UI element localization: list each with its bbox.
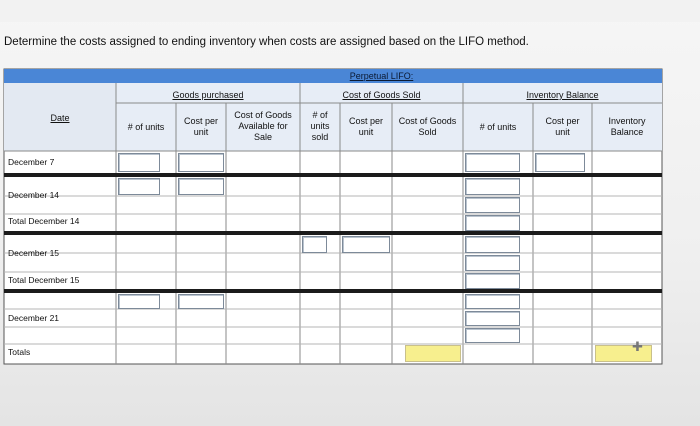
row-label-december-15: December 15	[8, 248, 60, 258]
dec21-purchase-units-input[interactable]	[118, 294, 160, 309]
date-header: Date	[50, 113, 70, 123]
cs-cogs-line1: Cost of Goods	[398, 116, 457, 126]
gp-available-line2: Available for	[238, 121, 288, 131]
instruction-text: Determine the costs assigned to ending inventory when costs are assigned based on the LIFO method.	[4, 36, 529, 48]
gp-cost-header	[176, 116, 226, 138]
dec7-balance-units-input[interactable]	[465, 153, 520, 172]
cs-units-line3: sold	[311, 132, 329, 142]
row-label-december-7: December 7	[8, 157, 55, 167]
row-label-totals: Totals	[8, 347, 31, 357]
dec21-balance-units-input-2[interactable]	[465, 311, 520, 326]
dec21-purchase-cost-input[interactable]	[178, 294, 224, 309]
gp-available-line1: Cost of Goods	[234, 110, 292, 120]
dec14-balance-units-input-1[interactable]	[465, 178, 520, 195]
dec7-purchase-cost-input[interactable]	[178, 153, 224, 172]
gp-cost-line1: Cost per	[183, 116, 218, 126]
ib-balance-line2: Balance	[610, 127, 644, 137]
dec14-balance-units-input-3[interactable]	[465, 215, 520, 231]
dec15-balance-units-input-3[interactable]	[465, 273, 520, 289]
ib-cost-line2: unit	[555, 127, 570, 137]
dec7-balance-cost-input[interactable]	[535, 153, 585, 172]
gp-cost-line2: unit	[193, 127, 209, 137]
ib-cost-header	[533, 116, 592, 138]
row-label-december-21: December 21	[8, 313, 60, 323]
cs-cogs-header	[392, 116, 463, 138]
dec15-balance-units-input-2[interactable]	[465, 255, 520, 271]
cs-units-line1: # of	[312, 110, 328, 120]
ib-units-header: # of units	[479, 122, 517, 132]
goods-purchased-header: Goods purchased	[172, 90, 244, 100]
dec15-sold-cost-input[interactable]	[342, 236, 390, 253]
cs-units-line2: units	[310, 121, 330, 131]
gp-available-line3: Sale	[253, 132, 272, 142]
perpetual-lifo-title: Perpetual LIFO:	[349, 71, 414, 81]
cs-cogs-line2: Sold	[418, 127, 437, 137]
plus-cursor-icon: ✚	[632, 339, 643, 354]
ib-balance-line1: Inventory	[608, 116, 646, 126]
gp-units-header: # of units	[127, 122, 165, 132]
total-inventory-balance-cell[interactable]	[595, 345, 652, 362]
dec15-balance-units-input-1[interactable]	[465, 236, 520, 253]
dec7-purchase-units-input[interactable]	[118, 153, 160, 172]
cs-cost-line2: unit	[358, 127, 374, 137]
cs-cost-line1: Cost per	[348, 116, 383, 126]
gp-available-header	[226, 110, 300, 143]
dec14-purchase-units-input[interactable]	[118, 178, 160, 195]
row-label-total-december-14: Total December 14	[8, 216, 80, 226]
cs-units-header	[300, 110, 340, 143]
dec15-sold-units-input[interactable]	[302, 236, 327, 253]
inventory-balance-header: Inventory Balance	[526, 90, 599, 100]
cogs-group-header: Cost of Goods Sold	[342, 90, 421, 100]
cs-cost-header	[340, 116, 392, 138]
ib-cost-line1: Cost per	[545, 116, 580, 126]
total-cogs-cell[interactable]	[405, 345, 461, 362]
dec14-balance-units-input-2[interactable]	[465, 197, 520, 213]
ib-balance-header	[592, 116, 662, 138]
row-label-total-december-15: Total December 15	[8, 275, 80, 285]
row-label-december-14: December 14	[8, 190, 60, 200]
dec21-balance-units-input-1[interactable]	[465, 294, 520, 309]
dec21-balance-units-input-3[interactable]	[465, 328, 520, 343]
dec14-purchase-cost-input[interactable]	[178, 178, 224, 195]
